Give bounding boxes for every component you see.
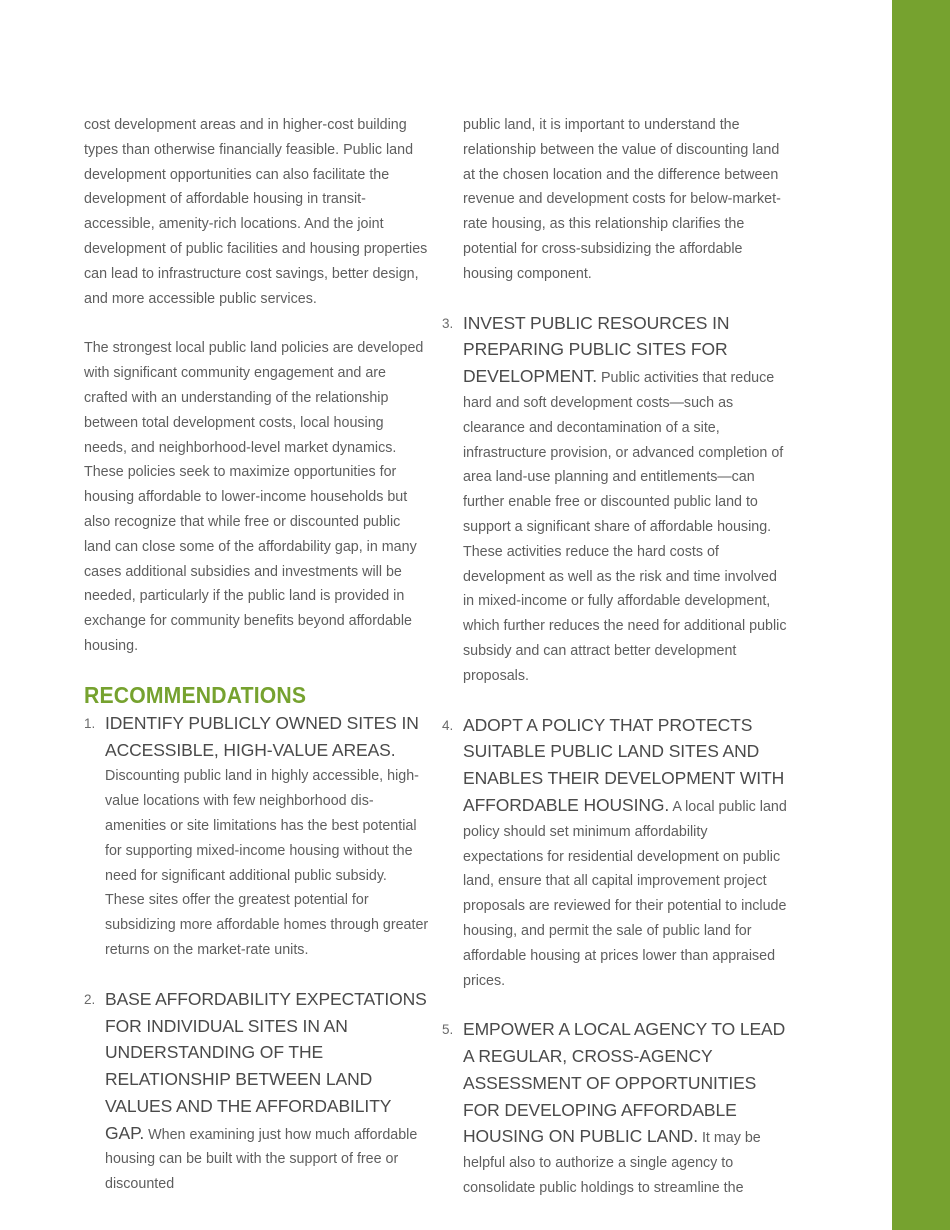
recommendation-number: 5. (442, 1022, 454, 1038)
recommendation-number: 3. (442, 315, 454, 331)
green-sidebar-band (892, 0, 950, 1230)
recommendation-number: 1. (84, 715, 96, 731)
recommendation-heading: INVEST PUBLIC RESOURCES IN PREPARING PUBLIC SITES FOR DEVELOPMENT. (463, 312, 730, 387)
intro-paragraph-2: The strongest local public land policies are developed with significant community engagement and are crafted with an understanding of the relationship between total development costs, local housing needs, and neighborhood-level market dynamics. These policies seek to maximize opportunities for housing affordable to lower-income households but also recognize that while free or discounted public land can close some of the affordability gap, in many cases additional subsidies and investments will be needed, particularly if the public land is provided in exchange for community benefits beyond affordable housing. (84, 340, 424, 654)
recommendation-2-continuation: public land, it is important to understand the relationship between the value of discounting land at the chosen location and the difference between revenue and development costs for below-market-rate housing, as this relationship clarifies the potential for cross-subsidizing the affordable housing component. (463, 117, 781, 282)
recommendation-item-2 (84, 987, 429, 1197)
recommendation-number: 2. (84, 991, 96, 1007)
left-column (84, 113, 429, 1197)
recommendation-number: 4. (442, 717, 454, 733)
recommendation-heading: ADOPT A POLICY THAT PROTECTS SUITABLE PUBLIC LAND SITES AND ENABLES THEIR DEVELOPMENT WITH AFFORDABLE HOUSING. (463, 714, 785, 815)
recommendation-body: Discounting public land in highly accessible, high-value locations with few neighborhood dis-amenities or site limitations has the best potential for supporting mixed-income housing without the need for significant additional public subsidy. These sites offer the greatest potential for subsidizing more affordable homes through greater returns on the market-rate units. (105, 768, 429, 958)
right-column (442, 113, 787, 1201)
recommendation-heading: IDENTIFY PUBLICLY OWNED SITES IN ACCESSIBLE, HIGH-VALUE AREAS. (105, 712, 419, 760)
recommendation-item-3 (442, 311, 787, 689)
recommendations-heading: RECOMMENDATIONS (84, 681, 307, 708)
recommendation-item-1 (84, 711, 429, 963)
recommendation-item-4 (442, 713, 787, 994)
intro-paragraph-1: cost development areas and in higher-cost building types than otherwise financially feasible. Public land development opportunities can also facilitate the development of affordable housing in transit-accessible, amenity-rich locations. And the joint development of public facilities and housing properties can lead to infrastructure cost savings, better design, and more accessible public services. (84, 117, 428, 307)
recommendation-heading: BASE AFFORDABILITY EXPECTATIONS FOR INDIVIDUAL SITES IN AN UNDERSTANDING OF THE RELATIONSHIP BETWEEN LAND VALUES AND THE AFFORDABILITY GAP. (105, 988, 427, 1143)
recommendation-item-5 (442, 1017, 787, 1201)
recommendation-body: Public activities that reduce hard and soft development costs—such as clearance and decontamination of a site, infrastructure provision, or advanced completion of area land-use planning and entitlements—can further enable free or discounted public land to support a significant share of affordable housing. These activities reduce the hard costs of development as well as the risk and time involved in mixed-income or fully affordable development, which further reduces the need for additional public subsidy and can attract better development proposals. (463, 370, 787, 684)
recommendation-body: When examining just how much affordable housing can be built with the support of free or discounted (105, 1126, 418, 1193)
recommendation-heading: EMPOWER A LOCAL AGENCY TO LEAD A REGULAR, CROSS-AGENCY ASSESSMENT OF OPPORTUNITIES FOR DEVELOPING AFFORDABLE HOUSING ON PUBLIC LAND. (463, 1019, 786, 1147)
recommendation-body: It may be helpful also to authorize a single agency to consolidate public holdings to streamline the (463, 1130, 761, 1197)
recommendation-body: A local public land policy should set minimum affordability expectations for residential development on public land, ensure that all capital improvement project proposals are reviewed for their potential to include housing, and permit the sale of public land for affordable housing at prices lower than appraised prices. (463, 798, 787, 989)
